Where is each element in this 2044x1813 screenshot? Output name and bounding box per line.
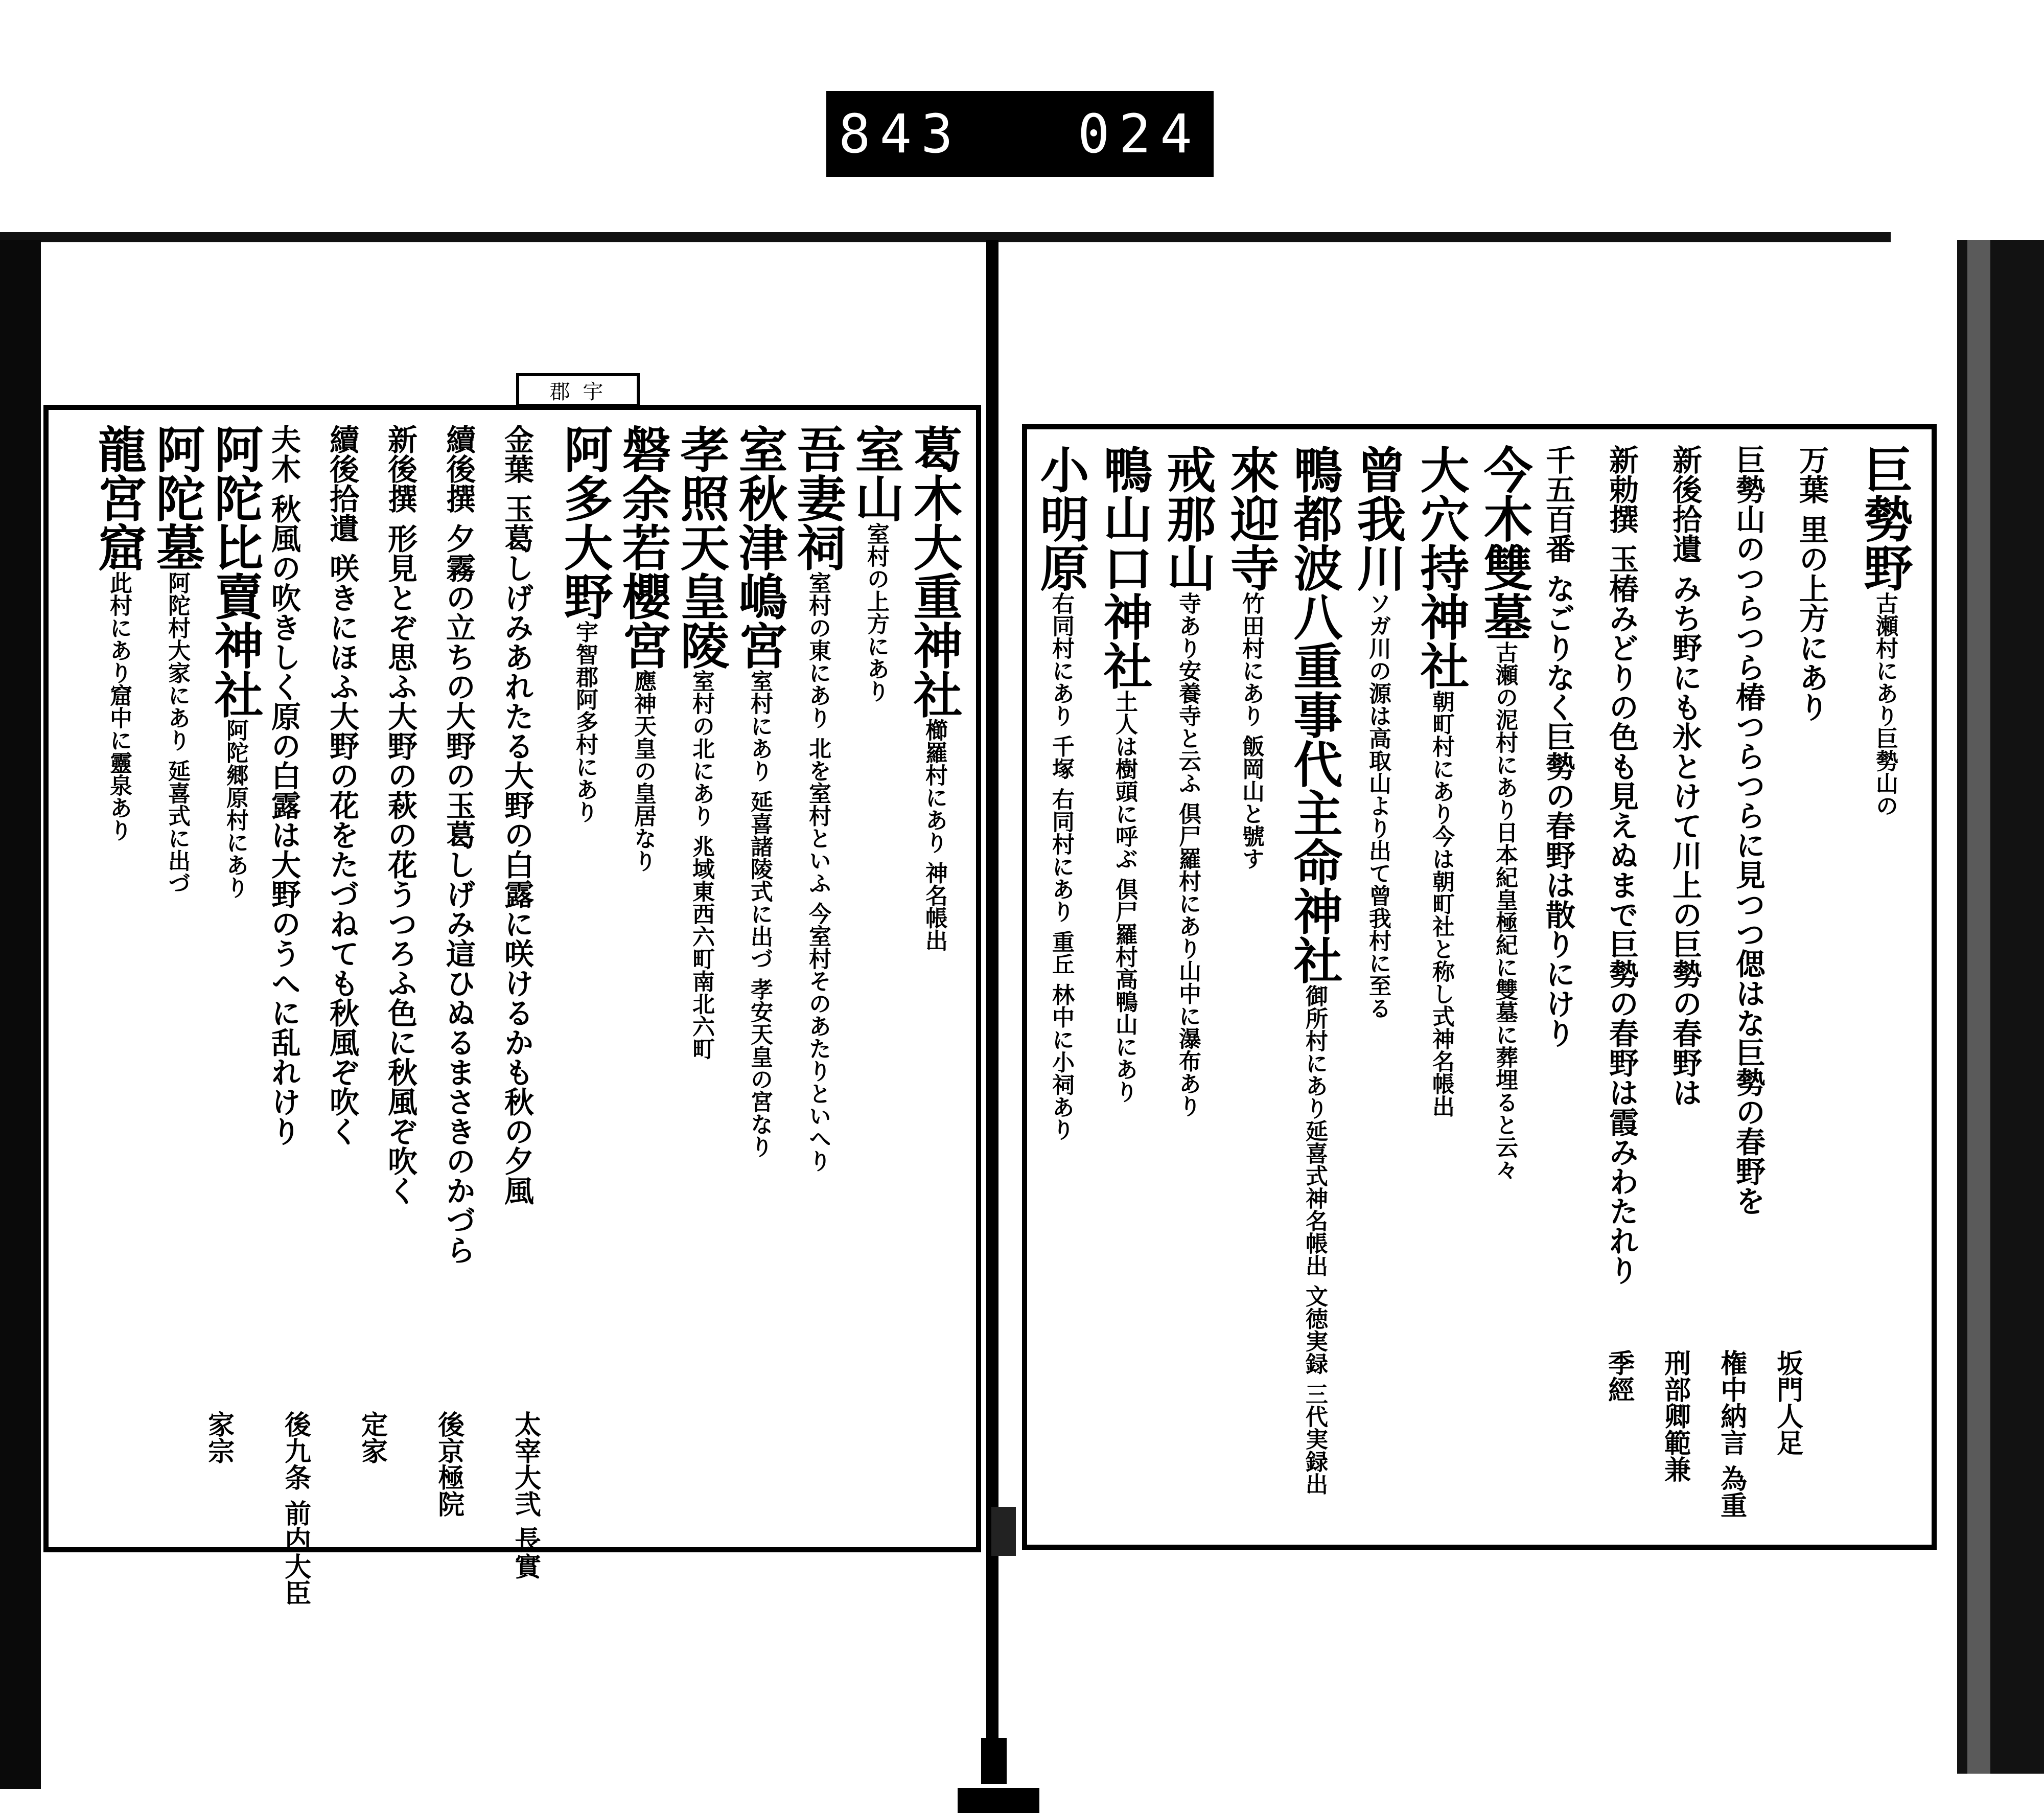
text-column [1856,445,1914,1533]
column-text: 右同村にあり 千塚 右同村にあり 重丘 林中に小祠あり [1048,592,1074,1141]
poet-attribution: 後九条 前内大臣 [280,1411,311,1607]
poet-attribution: 家宗 [203,1411,235,1464]
column-text: 巨勢山のつらつら椿つらつらに見つつ偲はな巨勢の春野を [1731,445,1766,1215]
column-text: 新後拾遺 みち野にも氷とけて川上の巨勢の春野は [1667,445,1702,1108]
poet-attribution: 季經 [1603,1349,1635,1403]
column-text: 千五百番 なごりなく巨勢の春野は散りにけり [1541,445,1575,1048]
book-top-edge [0,232,1891,242]
text-column [206,424,264,1533]
spine-tag [991,1507,1016,1556]
column-text: 新勅撰 玉椿みどりの色も見えぬまで巨勢の春野は霞みわたれり [1604,445,1639,1286]
place-heading: 吾妻祠 [789,424,847,571]
place-heading: 阿陀比賣神社 [206,424,264,719]
column-text: 櫛羅村にあり 神名帳出 [921,719,947,952]
place-heading: 葛木大重神社 [905,424,963,719]
place-heading: 室秋津嶋宮 [731,424,788,670]
column-text: 御所村にあり延喜式神名帳出 文徳実録 三代実録出 [1302,984,1328,1495]
spine-stand [981,1738,1007,1784]
column-text: 竹田村にあり 飯岡山と號す [1238,592,1264,870]
right-page-edge [1957,240,2044,1774]
text-column [1349,445,1407,1533]
place-heading: 阿多大野 [556,424,614,621]
text-column [1159,445,1217,1533]
place-heading: 巨勢野 [1856,445,1914,592]
place-heading: 阿陀墓 [148,424,206,571]
text-column [1096,445,1153,1533]
text-column [148,424,206,1533]
text-column [731,424,788,1533]
column-text: 寺あり安養寺と云ふ 倶尸羅村にあり山中に瀑布あり [1175,592,1201,1117]
column-text: 土人は樹頭に呼ぶ 倶尸羅村高鴨山にあり [1111,690,1137,1103]
text-column [1222,445,1280,1533]
text-column [1286,445,1343,1533]
column-text: 万葉 里の上方にあり [1794,445,1829,722]
column-text: ソガ川の源は高取山より出て曾我村に至る [1365,592,1391,1019]
text-column [1543,445,1573,1533]
column-text: 室村の東にあり 北を室村といふ 今室村そのあたりといへり [805,571,831,1172]
text-column [614,424,672,1533]
text-column [1476,445,1534,1533]
poet-attribution: 刑部卿範兼 [1659,1349,1691,1482]
poet-attribution: 後京極院 [433,1411,464,1517]
place-heading: 磐余若櫻宮 [614,424,672,670]
poet-attribution: 太宰大弐 長實 [509,1411,541,1580]
place-heading: 鴨都波八重事代主命神社 [1286,445,1343,984]
column-text: 夫木 秋風の吹きしく原の白露は大野のうへに乱れけり [266,424,301,1146]
text-column [266,424,301,1533]
poet-attribution: 坂門人足 [1772,1349,1803,1456]
place-heading: 曾我川 [1349,445,1407,592]
text-column [385,424,415,1533]
place-heading: 小明原 [1032,445,1090,592]
place-heading: 龍宮窟 [90,424,148,571]
text-column [90,424,148,1533]
column-text: 續後拾遺 咲きにほふ大野の花をたづねても秋風ぞ吹く [324,424,359,1146]
left-page-edge [0,240,41,1789]
column-text: 宇智郡阿多村にあり [572,621,598,823]
place-heading: 來迎寺 [1222,445,1280,592]
place-heading: 鴨山口神社 [1096,445,1153,690]
column-text: 室村にあり 延喜諸陵式に出づ 孝安天皇の宮なり [747,670,773,1158]
spine-foot [958,1788,1039,1813]
text-column [905,424,963,1533]
column-text: 金葉 玉葛しげみあれたる大野の白露に咲けるかも秋の夕風 [499,424,534,1206]
poet-attribution: 定家 [356,1411,388,1464]
column-text: 室村の上方にあり [863,522,889,702]
text-column [324,424,359,1533]
scan-label-number-a: 843 [839,103,962,165]
text-column [441,424,476,1533]
column-text: 應神天皇の皇居なり [630,670,656,872]
place-heading: 室山 [847,424,905,522]
column-text: 續後撰 夕霧の立ちの大野の玉葛しげみ這ひぬるまさきのかづら [441,424,476,1265]
text-column [672,424,730,1533]
text-column [1412,445,1470,1533]
place-heading: 孝照天皇陵 [672,424,730,670]
text-column [556,424,614,1533]
text-column [789,424,847,1533]
column-text: 古瀬村にあり巨勢山の [1872,592,1898,817]
poet-attribution: 権中納言 為重 [1715,1349,1747,1519]
column-text: 此村にあり窟中に靈泉あり [106,571,132,841]
place-heading: 大穴持神社 [1412,445,1470,690]
place-heading: 戒那山 [1159,445,1217,592]
page-header: 郡 宇 [516,373,640,407]
column-text: 朝町村にあり今は朝町社と称し式神名帳出 [1428,690,1454,1117]
text-column [1032,445,1090,1533]
column-text: 新後撰 形見とぞ思ふ大野の萩の花うつろふ色に秋風ぞ吹く [383,424,417,1206]
text-column [847,424,905,1533]
column-text: 阿陀郷原村にあり [222,719,248,899]
column-text: 室村の北にあり 兆域東西六町南北六町 [688,670,714,1060]
place-heading: 今木雙墓 [1476,445,1534,641]
scan-label [826,91,1214,177]
column-text: 阿陀村大家にあり 延喜式に出づ [164,571,190,894]
scan-label-number-b: 024 [1078,103,1201,165]
column-text: 古瀬の泥村にあり日本紀皇極紀に雙墓に葬埋ると云々 [1492,641,1518,1181]
